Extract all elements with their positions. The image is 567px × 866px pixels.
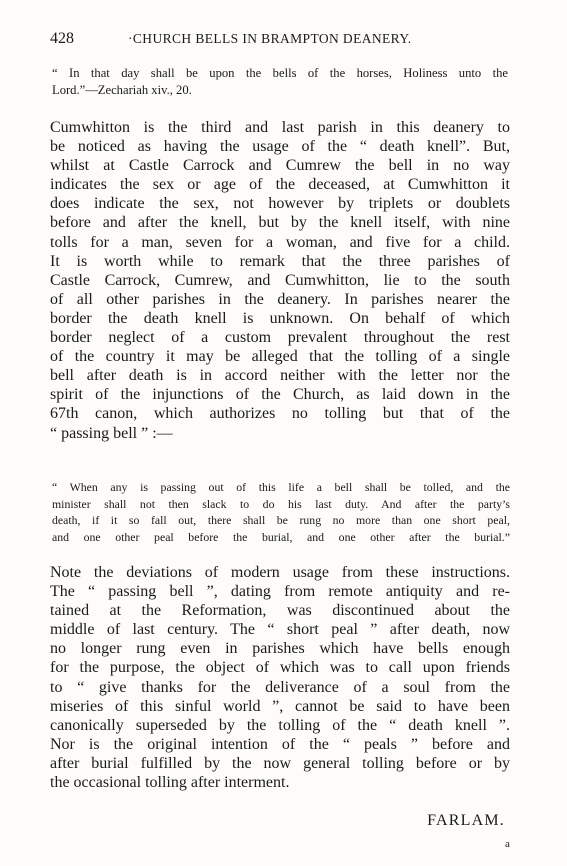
- paragraph-line: The “ passing bell ”, dating from remote antiquity and re-: [50, 583, 510, 601]
- paragraph-line: bell after death is in accord neither with the letter nor the: [50, 367, 510, 385]
- paragraph-line: before and after the knell, but by the knell itself, with nine: [50, 214, 510, 232]
- paragraph-line: to “ give thanks for the deliverance of a soul from the: [50, 678, 510, 696]
- paragraph-line: miseries of this sinful world ”, cannot be said to have been: [50, 697, 510, 715]
- paragraph-line: does indicate the sex, not however by triplets or doublets: [50, 195, 510, 213]
- quote-line: minister shall not then slack to do his last duty. And after the party’s: [52, 496, 510, 511]
- footer-signature-mark: a: [505, 838, 510, 850]
- paragraph-line: Castle Carrock, Cumrew, and Cumwhitton, lie to the south: [50, 271, 510, 289]
- paragraph-line: after burial fulfilled by the now general tolling before or by: [50, 754, 510, 772]
- paragraph-line: It is worth while to remark that the three parishes of: [50, 252, 510, 270]
- paragraph-line: Nor is the original intention of the “ peals ” before and: [50, 735, 510, 753]
- paragraph-line: indicates the sex or age of the deceased, at Cumwhitton it: [50, 176, 510, 194]
- paragraph-line: of all other parishes in the deanery. In parishes nearer the: [50, 290, 510, 308]
- paragraph-line: no longer rung even in parishes which have bells enough: [50, 640, 510, 658]
- paragraph-line: middle of last century. The “ short peal ” after death, now: [50, 621, 510, 639]
- paragraph-line: for the purpose, the object of which was to call upon friends: [50, 659, 510, 677]
- paragraph-deviations: [50, 563, 510, 792]
- paragraph-line: border the death knell is unknown. On behalf of which: [50, 309, 510, 327]
- paragraph-line: Cumwhitton is the third and last parish in this deanery to: [50, 119, 510, 136]
- quote-line: and one other peal before the burial, and one other after the burial.”: [52, 529, 510, 544]
- page-header: [50, 30, 506, 50]
- epigraph: [52, 65, 508, 99]
- paragraph-line: canonically superseded by the tolling of the “ death knell ”.: [50, 716, 510, 734]
- paragraph-line: 67th canon, which authorizes no tolling but that of the: [50, 405, 510, 423]
- epigraph-line: “ In that day shall be upon the bells of the horses, Holiness unto the: [52, 66, 508, 80]
- page-number: 428: [50, 30, 74, 47]
- signature-farlam: FARLAM.: [427, 812, 505, 829]
- paragraph-line: “ passing bell ” :—: [50, 424, 173, 442]
- running-title: ·CHURCH BELLS IN BRAMPTON DEANERY.: [128, 31, 412, 46]
- paragraph-line: tained at the Reformation, was discontinued about the: [50, 602, 510, 620]
- epigraph-line: Lord.”—Zechariah xiv., 20.: [52, 83, 192, 97]
- paragraph-line: of the country it may be alleged that the tolling of a single: [50, 348, 510, 366]
- paragraph-line: the occasional tolling after interment.: [50, 774, 290, 792]
- quote-line: death, if it so fall out, there shall be rung no more than one short peal,: [52, 513, 510, 527]
- paragraph-line: Note the deviations of modern usage from these instructions.: [50, 564, 510, 581]
- paragraph-line: be noticed as having the usage of the “ death knell”. But,: [50, 138, 510, 156]
- paragraph-line: spirit of the injunctions of the Church, as laid down in the: [50, 386, 510, 404]
- paragraph-line: border neglect of a custom prevalent throughout the rest: [50, 329, 510, 347]
- paragraph-cumwhitton: [50, 118, 510, 443]
- paragraph-line: whilst at Castle Carrock and Cumrew the bell in no way: [50, 157, 510, 175]
- paragraph-line: tolls for a man, seven for a woman, and five for a child.: [50, 233, 510, 251]
- quote-line: “ When any is passing out of this life a bell shall be tolled, and the: [52, 480, 510, 494]
- canon-quotation: [52, 479, 510, 545]
